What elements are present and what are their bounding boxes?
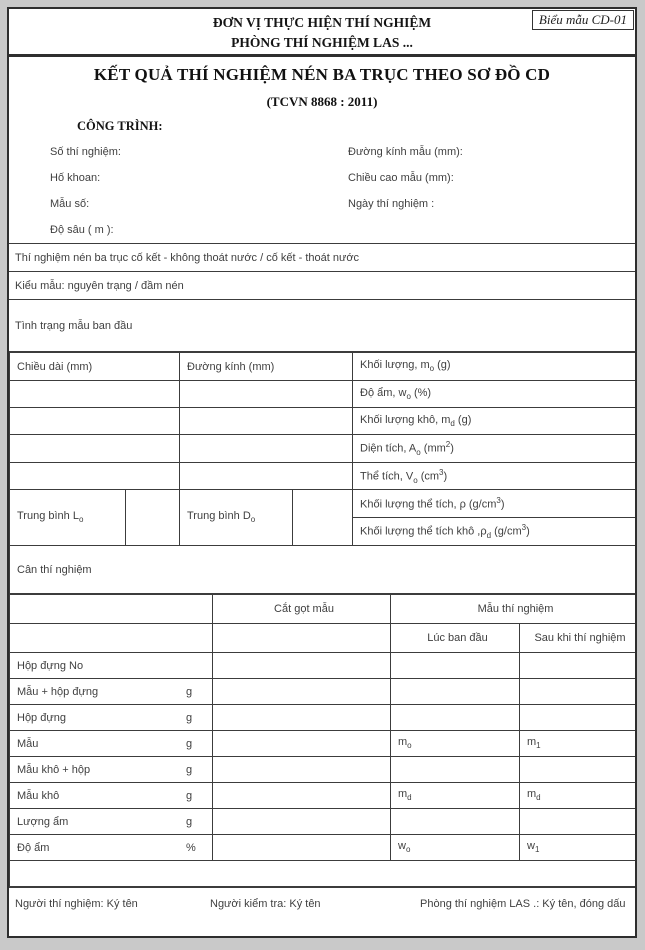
project-label: CÔNG TRÌNH: <box>77 118 163 133</box>
value-cell: $m_d$ <box>391 783 520 809</box>
specimen-header: Mẫu thí nghiệm <box>391 595 636 624</box>
row-label-dry-plus-container <box>10 757 213 783</box>
table-row <box>10 861 636 887</box>
value-cell <box>391 757 520 783</box>
sample-kind-row: Kiểu mẫu: nguyên trạng / đầm nén <box>9 272 635 300</box>
row-label: Độ ẩm <box>17 841 50 854</box>
value-cell <box>391 705 520 731</box>
value-cell: $m_1$ <box>520 731 636 757</box>
trimmings-header: Cắt gọt mẫu <box>213 595 391 624</box>
value-cell <box>520 705 636 731</box>
table-row <box>10 653 636 679</box>
signature-footer <box>9 887 635 936</box>
moisture-table <box>9 594 636 887</box>
form-code-badge: Biểu mẫu CD-01 <box>532 10 634 30</box>
avg-diameter-label: Trung bình $D_o$ <box>180 490 293 546</box>
info-left-column <box>50 139 121 243</box>
table-row <box>10 546 636 594</box>
value-cell <box>180 408 353 435</box>
row-label-water-mass <box>10 809 213 835</box>
value-cell <box>391 809 520 835</box>
title-block <box>9 57 635 113</box>
initial-subheader: Lúc ban đầu <box>391 624 520 653</box>
value-cell <box>180 435 353 463</box>
field-sample-diameter: Đường kính mẫu (mm): <box>348 146 463 158</box>
table-row <box>10 624 636 653</box>
value-cell: $w_o$ <box>391 835 520 861</box>
table-row <box>10 408 636 435</box>
table-row <box>10 353 636 381</box>
table-row <box>10 705 636 731</box>
initial-state-row: Tình trạng mẫu ban đầu <box>9 300 635 352</box>
field-test-number: Số thí nghiệm: <box>50 146 121 158</box>
unit-label: g <box>186 789 193 802</box>
value-cell <box>520 679 636 705</box>
value-cell <box>126 490 180 546</box>
unit-label: g <box>186 711 193 724</box>
value-cell <box>213 653 391 679</box>
avg-length-label: Trung bình $L_o$ <box>10 490 126 546</box>
row-label-moisture <box>10 835 213 861</box>
field-borehole: Hố khoan: <box>50 172 101 184</box>
value-cell <box>391 653 520 679</box>
value-cell <box>10 381 180 408</box>
field-sample-height: Chiều cao mẫu (mm): <box>348 172 454 184</box>
unit-label: g <box>186 685 193 698</box>
row-label: Mẫu khô + hộp <box>17 763 91 776</box>
lab-signature-label: Phòng thí nghiệm LAS .: Ký tên, đóng dấu <box>420 898 626 910</box>
moisture-label: Độ ẩm, $w_o$ (%) <box>353 381 636 408</box>
table-row <box>10 490 636 518</box>
table-row <box>10 809 636 835</box>
info-right-column <box>348 139 463 217</box>
field-test-date: Ngày thí nghiệm : <box>348 198 435 210</box>
area-label: Diện tích, $A_o$ $(mm^2)$ <box>353 435 636 463</box>
form-sheet <box>7 7 637 938</box>
table-row <box>10 435 636 463</box>
value-cell <box>213 731 391 757</box>
value-cell <box>213 679 391 705</box>
table-row <box>10 463 636 490</box>
dimensions-table <box>9 352 636 594</box>
length-column-header: Chiều dài (mm) <box>10 353 180 381</box>
standard-reference: (TCVN 8868 : 2011) <box>266 94 378 109</box>
value-cell: $w_1$ <box>520 835 636 861</box>
page-title: KẾT QUẢ THÍ NGHIỆM NÉN BA TRỤC THEO SƠ ĐỒ CD <box>93 65 551 84</box>
table-row <box>10 835 636 861</box>
table-row <box>10 595 636 624</box>
value-cell <box>293 490 353 546</box>
value-cell <box>10 595 213 624</box>
value-cell <box>180 463 353 490</box>
unit-label: % <box>186 841 196 854</box>
field-sample-number: Mẫu số: <box>50 198 90 210</box>
value-cell <box>520 809 636 835</box>
value-cell <box>10 408 180 435</box>
row-label: Mẫu <box>17 737 39 750</box>
value-cell <box>213 757 391 783</box>
row-label-container-mass <box>10 705 213 731</box>
value-cell <box>180 381 353 408</box>
row-label-sample-plus-container <box>10 679 213 705</box>
value-cell: $m_d$ <box>520 783 636 809</box>
table-row <box>10 783 636 809</box>
test-type-row: Thí nghiệm nén ba trục cố kết - không thoát nước / cố kết - thoát nước <box>9 243 635 272</box>
volume-label: Thể tích, $V_o$ $(cm^3)$ <box>353 463 636 490</box>
sample-info-section <box>9 139 635 243</box>
row-label: Mẫu + hộp đựng <box>17 685 99 698</box>
value-cell <box>10 624 213 653</box>
value-cell <box>391 679 520 705</box>
org-name-line2: PHÒNG THÍ NGHIỆM LAS ... <box>231 35 413 50</box>
unit-label: g <box>186 737 193 750</box>
value-cell <box>213 705 391 731</box>
dry-density-label: Khối lượng thể tích khô $,\rho_d$ $(g/cm^3)$ <box>353 518 636 546</box>
row-label: Lượng ẩm <box>17 815 69 828</box>
value-cell <box>10 435 180 463</box>
row-label-dry-sample <box>10 783 213 809</box>
value-cell <box>213 783 391 809</box>
dry-mass-label: Khối lượng khô, $m_d$ (g) <box>353 408 636 435</box>
after-subheader: Sau khi thí nghiệm <box>520 624 636 653</box>
value-cell <box>213 809 391 835</box>
field-depth: Độ sâu ( m ): <box>50 224 114 236</box>
checker-signature-label: Người kiểm tra: Ký tên <box>210 898 321 910</box>
value-cell: $m_o$ <box>391 731 520 757</box>
row-label-container <box>10 653 213 679</box>
unit-label: g <box>186 763 193 776</box>
value-cell <box>520 757 636 783</box>
mass-label: Khối lượng, $m_o$ (g) <box>353 353 636 381</box>
table-row <box>10 679 636 705</box>
row-label: Hộp đựng <box>17 711 66 724</box>
table-row <box>10 757 636 783</box>
value-cell <box>10 463 180 490</box>
scale-label: Cân thí nghiệm <box>10 546 636 594</box>
unit-label: g <box>186 815 193 828</box>
row-label: Mẫu khô <box>17 789 60 802</box>
density-label: Khối lượng thể tích, ρ $(g/cm^3)$ <box>353 490 636 518</box>
tester-signature-label: Người thí nghiệm: Ký tên <box>15 898 138 910</box>
value-cell <box>213 835 391 861</box>
notes-cell <box>10 861 636 887</box>
value-cell <box>520 653 636 679</box>
diameter-column-header: Đường kính (mm) <box>180 353 353 381</box>
table-row <box>10 731 636 757</box>
header-band <box>9 9 635 57</box>
row-label-container-no: Hộp đựng No <box>17 659 84 672</box>
org-name-line1: ĐƠN VỊ THỰC HIỆN THÍ NGHIỆM <box>212 15 432 30</box>
value-cell <box>213 624 391 653</box>
table-row <box>10 381 636 408</box>
row-label-sample-mass <box>10 731 213 757</box>
